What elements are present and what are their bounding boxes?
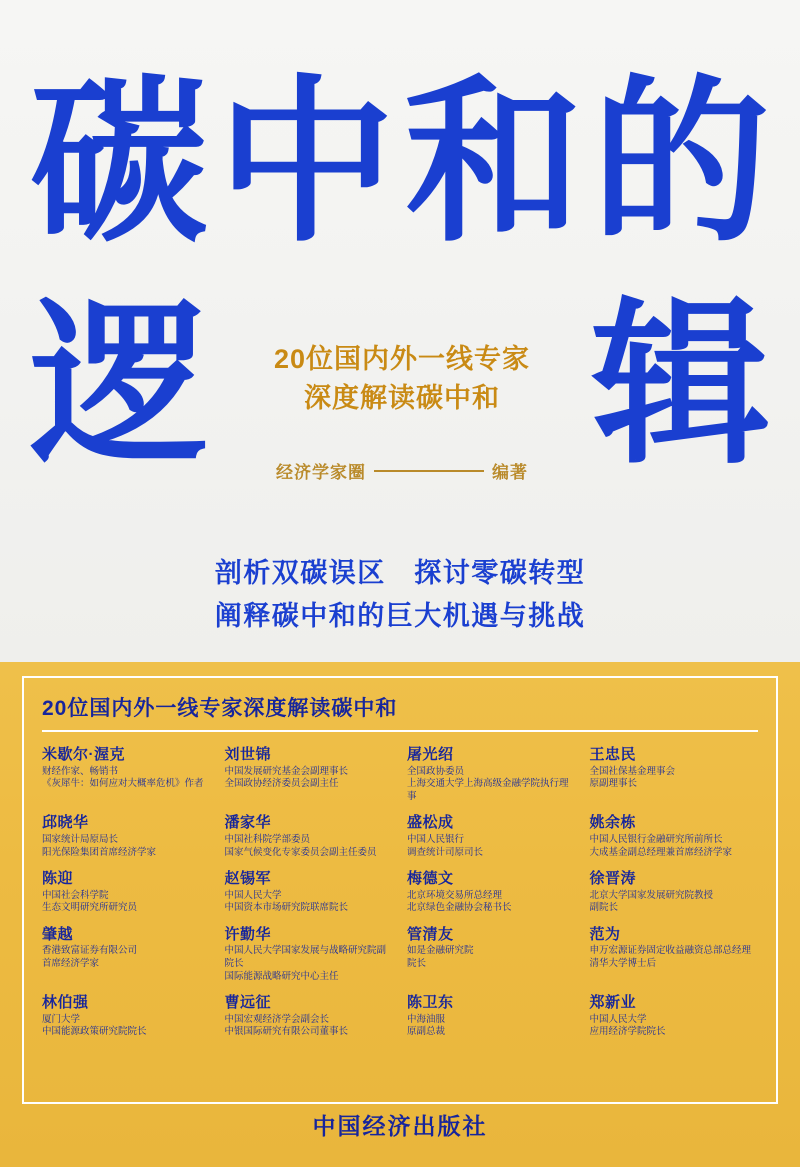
subtitle-line-2: 深度解读碳中和: [304, 383, 500, 414]
expert-affiliation-2: 生态文明研究所研究员: [42, 902, 138, 914]
expert-affiliation-1: 北京环境交易所总经理: [407, 889, 503, 901]
expert-affiliation-1: 中国人民大学国家发展与战略研究院副院长: [224, 945, 387, 969]
title-char-5: 逻: [30, 281, 208, 488]
expert-entry: [225, 870, 394, 915]
expert-affiliation-2: 阳光保险集团首席经济学家: [42, 846, 157, 858]
tagline-line-2: 阐释碳中和的巨大机遇与挑战: [214, 601, 586, 632]
expert-name: 刘世锦: [224, 746, 272, 763]
expert-affiliation-2: 原副总裁: [407, 1026, 446, 1038]
expert-affiliation-1: 中国宏观经济学会副会长: [224, 1013, 330, 1025]
expert-name: 徐晋涛: [589, 870, 637, 888]
expert-name: 范为: [589, 925, 621, 943]
expert-entry: [225, 994, 394, 1039]
byline-author: 经济学家圈: [276, 463, 366, 483]
expert-entry: [590, 870, 759, 915]
expert-affiliation-1: 北京大学国家发展研究院教授: [589, 889, 714, 901]
byline-rule: [374, 470, 484, 472]
experts-panel-divider: [42, 730, 758, 732]
expert-affiliation-1: 中国人民大学: [224, 889, 282, 901]
expert-entry: [407, 870, 576, 915]
title-char-4: 的: [591, 59, 770, 266]
expert-affiliation-1: 中国发展研究基金会副理事长: [224, 765, 349, 777]
expert-name: 屠光绍: [407, 746, 454, 763]
expert-name: 米歇尔·渥克: [42, 746, 125, 763]
expert-affiliation-2: 中银国际研究有限公司董事长: [224, 1026, 349, 1038]
title-line-2-right: [592, 281, 770, 488]
expert-affiliation-2: 中国资本市场研究院联席院长: [224, 902, 349, 914]
expert-name: 盛松成: [407, 814, 454, 832]
expert-affiliation-2: 全国政协经济委员会副主任: [224, 778, 339, 790]
expert-name: 王忠民: [589, 746, 637, 763]
expert-affiliation-2: 副院长: [589, 902, 619, 914]
expert-affiliation-1: 申万宏源证券固定收益融资总部总经理: [589, 945, 752, 957]
expert-name: 管清友: [407, 925, 454, 943]
expert-entry: [590, 994, 759, 1039]
expert-affiliation-1: 如是金融研究院: [407, 945, 474, 957]
title-line-1: [30, 59, 770, 266]
title-char-6: 辑: [592, 281, 770, 488]
expert-affiliation-1: 中国人民大学: [589, 1013, 647, 1025]
expert-entry: [407, 746, 576, 803]
expert-affiliation-2: 大成基金副总经理兼首席经济学家: [589, 846, 733, 858]
tagline-line-1: 剖析双碳误区 探讨零碳转型: [214, 558, 586, 588]
expert-affiliation-2: 上海交通大学上海高级金融学院执行理事: [407, 778, 569, 802]
expert-entry: [42, 746, 211, 803]
expert-affiliation-2: 原副理事长: [589, 778, 638, 790]
expert-affiliation-1: 厦门大学: [42, 1013, 81, 1025]
expert-affiliation-2: 应用经济学院院长: [589, 1026, 666, 1038]
expert-name: 许勤华: [224, 925, 272, 943]
expert-name: 姚余栋: [589, 814, 637, 832]
expert-name: 陈卫东: [407, 994, 454, 1012]
experts-panel: [0, 662, 800, 1167]
expert-name: 梅德文: [407, 870, 454, 888]
expert-name: 陈迎: [42, 870, 74, 888]
expert-entry: [590, 926, 759, 983]
expert-affiliation-2: 国家气候变化专家委员会副主任委员: [224, 846, 377, 858]
experts-panel-title: 20位国内外一线专家深度解读碳中和: [42, 697, 398, 720]
title-char-1: 碳: [30, 59, 208, 266]
expert-affiliation-2: 中国能源政策研究院院长: [42, 1026, 147, 1038]
expert-name: 林伯强: [42, 994, 89, 1012]
expert-affiliation-1: 中国人民银行金融研究所前所长: [589, 833, 723, 845]
expert-affiliation-1: 全国政协委员: [407, 765, 465, 777]
expert-entry: [225, 814, 394, 859]
expert-affiliation-1: 中国社科院学部委员: [224, 833, 311, 845]
expert-affiliation-2: 清华大学博士后: [589, 958, 657, 969]
expert-affiliation-1: 中国社会科学院: [42, 889, 109, 901]
expert-affiliation-2: 国际能源战略研究中心主任: [224, 970, 339, 982]
title-char-3: 和: [404, 59, 583, 266]
title-line-2-left: [30, 281, 208, 488]
expert-entry: [42, 814, 211, 859]
expert-affiliation-1: 中海油服: [407, 1013, 446, 1025]
expert-affiliation-1: 香港致富证券有限公司: [42, 945, 138, 957]
expert-entry: [42, 870, 211, 915]
expert-entry: [407, 926, 576, 983]
expert-affiliation-2: 《灰犀牛：如何应对大概率危机》作者: [42, 778, 204, 790]
expert-entry: [42, 926, 211, 983]
expert-entry: [590, 746, 759, 803]
title-char-2: 中: [217, 59, 396, 266]
publisher-name: 中国经济出版社: [312, 1113, 488, 1139]
expert-entry: [225, 926, 394, 983]
expert-name: 郑新业: [589, 994, 637, 1012]
expert-entry: [225, 746, 394, 803]
expert-name: 赵锡军: [224, 870, 272, 888]
expert-entry: [407, 994, 576, 1039]
expert-entry: [590, 814, 759, 859]
experts-grid: [42, 746, 758, 1039]
expert-name: 曹远征: [224, 994, 272, 1012]
byline: [222, 458, 582, 483]
subtitle-line-1: 20位国内外一线专家: [273, 344, 531, 374]
expert-entry: [42, 994, 211, 1039]
expert-affiliation-1: 财经作家、畅销书: [42, 765, 119, 777]
expert-affiliation-2: 北京绿色金融协会秘书长: [407, 902, 512, 914]
experts-panel-frame: [22, 676, 778, 1104]
subtitle-block: [222, 340, 582, 483]
byline-role: 编著: [492, 463, 528, 483]
expert-name: 邱晓华: [42, 814, 89, 832]
expert-name: 肇越: [42, 925, 74, 943]
expert-name: 潘家华: [224, 814, 272, 832]
tagline: [0, 552, 800, 638]
expert-affiliation-1: 全国社保基金理事会: [589, 765, 676, 777]
expert-affiliation-2: 调查统计司原司长: [407, 846, 484, 858]
expert-affiliation-2: 首席经济学家: [42, 958, 100, 969]
expert-entry: [407, 814, 576, 859]
expert-affiliation-2: 院长: [407, 958, 427, 969]
expert-affiliation-1: 国家统计局原局长: [42, 833, 119, 845]
expert-affiliation-1: 中国人民银行: [407, 833, 465, 845]
